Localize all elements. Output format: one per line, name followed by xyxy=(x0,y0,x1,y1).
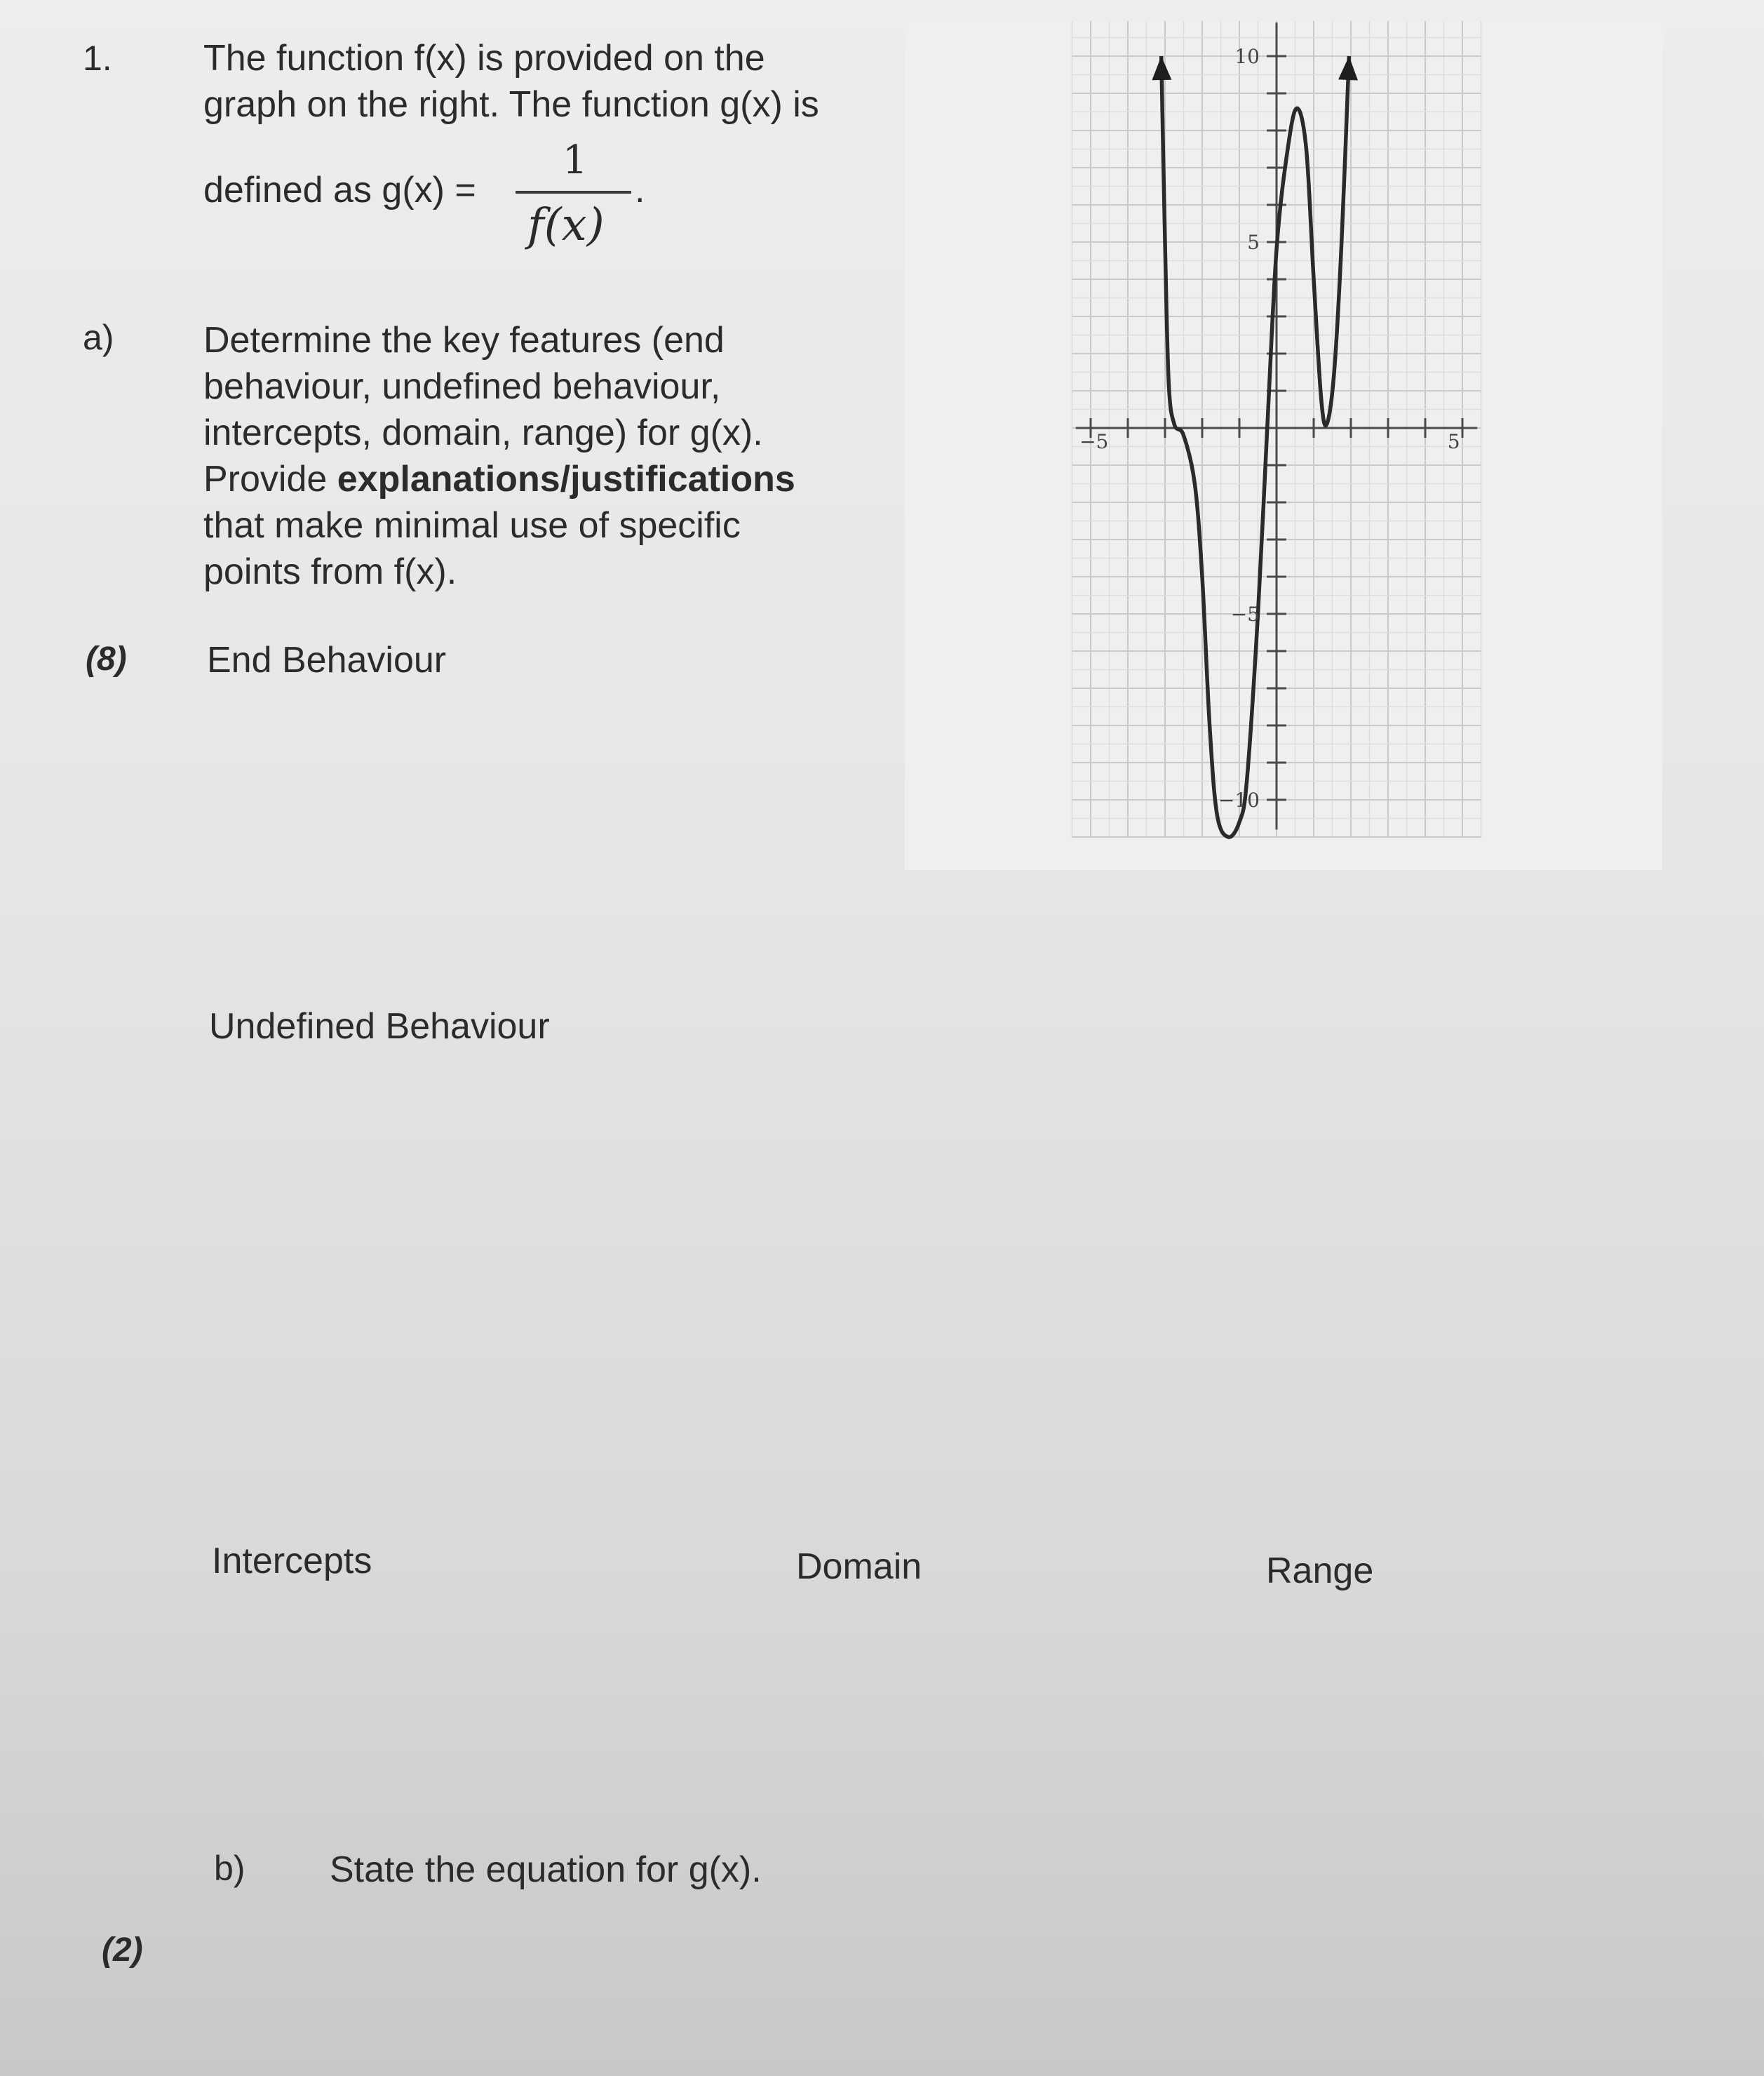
part-a-line1: Determine the key features (end xyxy=(203,320,725,361)
part-a-line4 xyxy=(203,456,795,502)
question-number: 1. xyxy=(83,39,112,78)
range-heading: Range xyxy=(1266,1551,1374,1591)
part-a-label: a) xyxy=(83,318,114,357)
undefined-behaviour-heading: Undefined Behaviour xyxy=(209,1006,550,1047)
part-a-marks: (8) xyxy=(86,641,127,678)
y-tick-label: 5 xyxy=(1247,231,1260,254)
part-b-label: b) xyxy=(214,1849,245,1888)
part-a-line4-plain: Provide xyxy=(203,459,337,500)
y-tick-label: −5 xyxy=(1230,603,1260,626)
fraction-bar xyxy=(516,191,631,194)
question-intro-line2: graph on the right. The function g(x) is xyxy=(203,84,819,125)
y-tick-label: 10 xyxy=(1234,45,1260,68)
x-tick-label: −5 xyxy=(1079,430,1109,454)
part-a-line4-bold: explanations/justifications xyxy=(337,459,795,500)
definition-prefix: defined as g(x) = xyxy=(203,170,476,210)
domain-heading: Domain xyxy=(796,1546,922,1587)
fraction-denominator: f(x) xyxy=(527,199,605,251)
intercepts-heading: Intercepts xyxy=(212,1541,372,1581)
part-a-line2: behaviour, undefined behaviour, xyxy=(203,366,721,407)
function-graph xyxy=(905,21,1662,870)
part-a-line5: that make minimal use of specific xyxy=(203,505,741,546)
fraction-suffix: . xyxy=(635,170,645,210)
end-behaviour-heading: End Behaviour xyxy=(207,640,447,681)
part-a-line3: intercepts, domain, range) for g(x). xyxy=(203,413,763,453)
x-tick-label: 5 xyxy=(1447,430,1460,454)
part-b-prompt: State the equation for g(x). xyxy=(330,1849,762,1890)
y-tick-label: −10 xyxy=(1218,789,1260,812)
part-b-marks: (2) xyxy=(102,1931,143,1969)
fraction-numerator: 1 xyxy=(563,138,588,183)
part-a-line6: points from f(x). xyxy=(203,551,457,592)
question-intro-line1: The function f(x) is provided on the xyxy=(203,38,765,79)
graph-background xyxy=(905,21,1662,870)
